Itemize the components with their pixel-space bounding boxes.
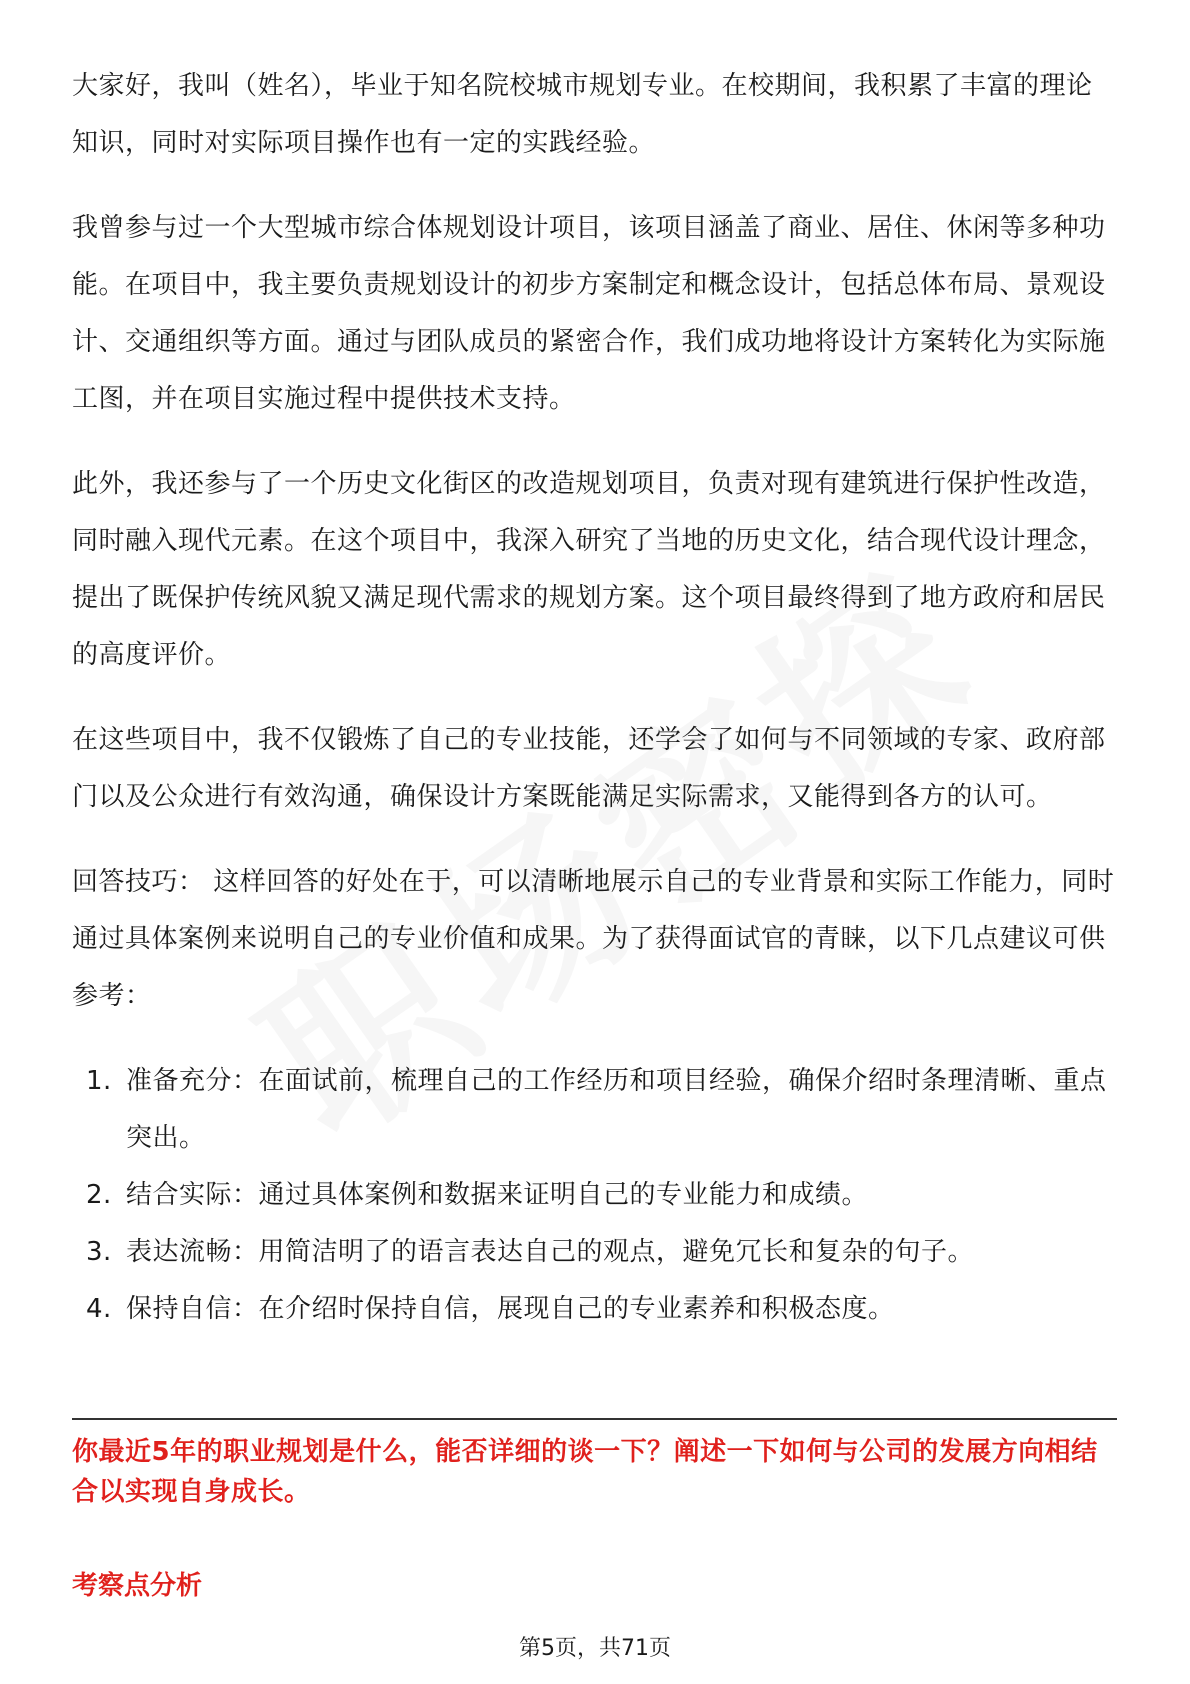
list-item xyxy=(72,1281,1117,1338)
tips-list xyxy=(72,1053,1117,1338)
list-item-number: 4. xyxy=(86,1294,112,1324)
main-content xyxy=(72,58,1117,1338)
section-divider xyxy=(72,1418,1117,1420)
list-item-text: 准备充分：在面试前，梳理自己的工作经历和项目经验，确保介绍时条理清晰、重点突出。 xyxy=(126,1066,1107,1153)
list-item-number: 3. xyxy=(86,1237,112,1267)
paragraph-skills: 在这些项目中，我不仅锻炼了自己的专业技能，还学会了如何与不同领域的专家、政府部门以及公众进行有效沟通，确保设计方案既能满足实际需求，又能得到各方的认可。 xyxy=(72,725,1106,812)
paragraph-intro: 大家好，我叫（姓名），毕业于知名院校城市规划专业。在校期间，我积累了丰富的理论知识，同时对实际项目操作也有一定的实践经验。 xyxy=(72,71,1093,158)
list-item xyxy=(72,1167,1117,1224)
page-number: 第5页，共71页 xyxy=(519,1636,671,1661)
paragraph-answer-tips: 回答技巧： 这样回答的好处在于，可以清晰地展示自己的专业背景和实际工作能力，同时通过具体案例来说明自己的专业价值和成果。为了获得面试官的青睐，以下几点建议可供参考： xyxy=(72,867,1115,1011)
interview-question: 你最近5年的职业规划是什么，能否详细的谈一下？阐述一下如何与公司的发展方向相结合以实现自身成长。 xyxy=(72,1437,1098,1507)
list-item-text: 保持自信：在介绍时保持自信，展现自己的专业素养和积极态度。 xyxy=(126,1294,895,1324)
list-item-text: 表达流畅：用简洁明了的语言表达自己的观点，避免冗长和复杂的句子。 xyxy=(126,1237,975,1267)
list-item xyxy=(72,1224,1117,1281)
list-item-text: 结合实际：通过具体案例和数据来证明自己的专业能力和成绩。 xyxy=(126,1180,869,1210)
paragraph-project-one: 我曾参与过一个大型城市综合体规划设计项目，该项目涵盖了商业、居住、休闲等多种功能。在项目中，我主要负责规划设计的初步方案制定和概念设计，包括总体布局、景观设计、交通组织等方面。通过与团队成员的紧密合作，我们成功地将设计方案转化为实际施工图，并在项目实施过程中提供技术支持。 xyxy=(72,213,1106,414)
paragraph-project-two: 此外，我还参与了一个历史文化街区的改造规划项目，负责对现有建筑进行保护性改造，同时融入现代元素。在这个项目中，我深入研究了当地的历史文化，结合现代设计理念，提出了既保护传统风貌又满足现代需求的规划方案。这个项目最终得到了地方政府和居民的高度评价。 xyxy=(72,469,1106,670)
list-item-number: 2. xyxy=(86,1180,112,1210)
list-item-number: 1. xyxy=(86,1066,112,1096)
analysis-heading: 考察点分析 xyxy=(72,1571,203,1601)
list-item xyxy=(72,1053,1117,1167)
